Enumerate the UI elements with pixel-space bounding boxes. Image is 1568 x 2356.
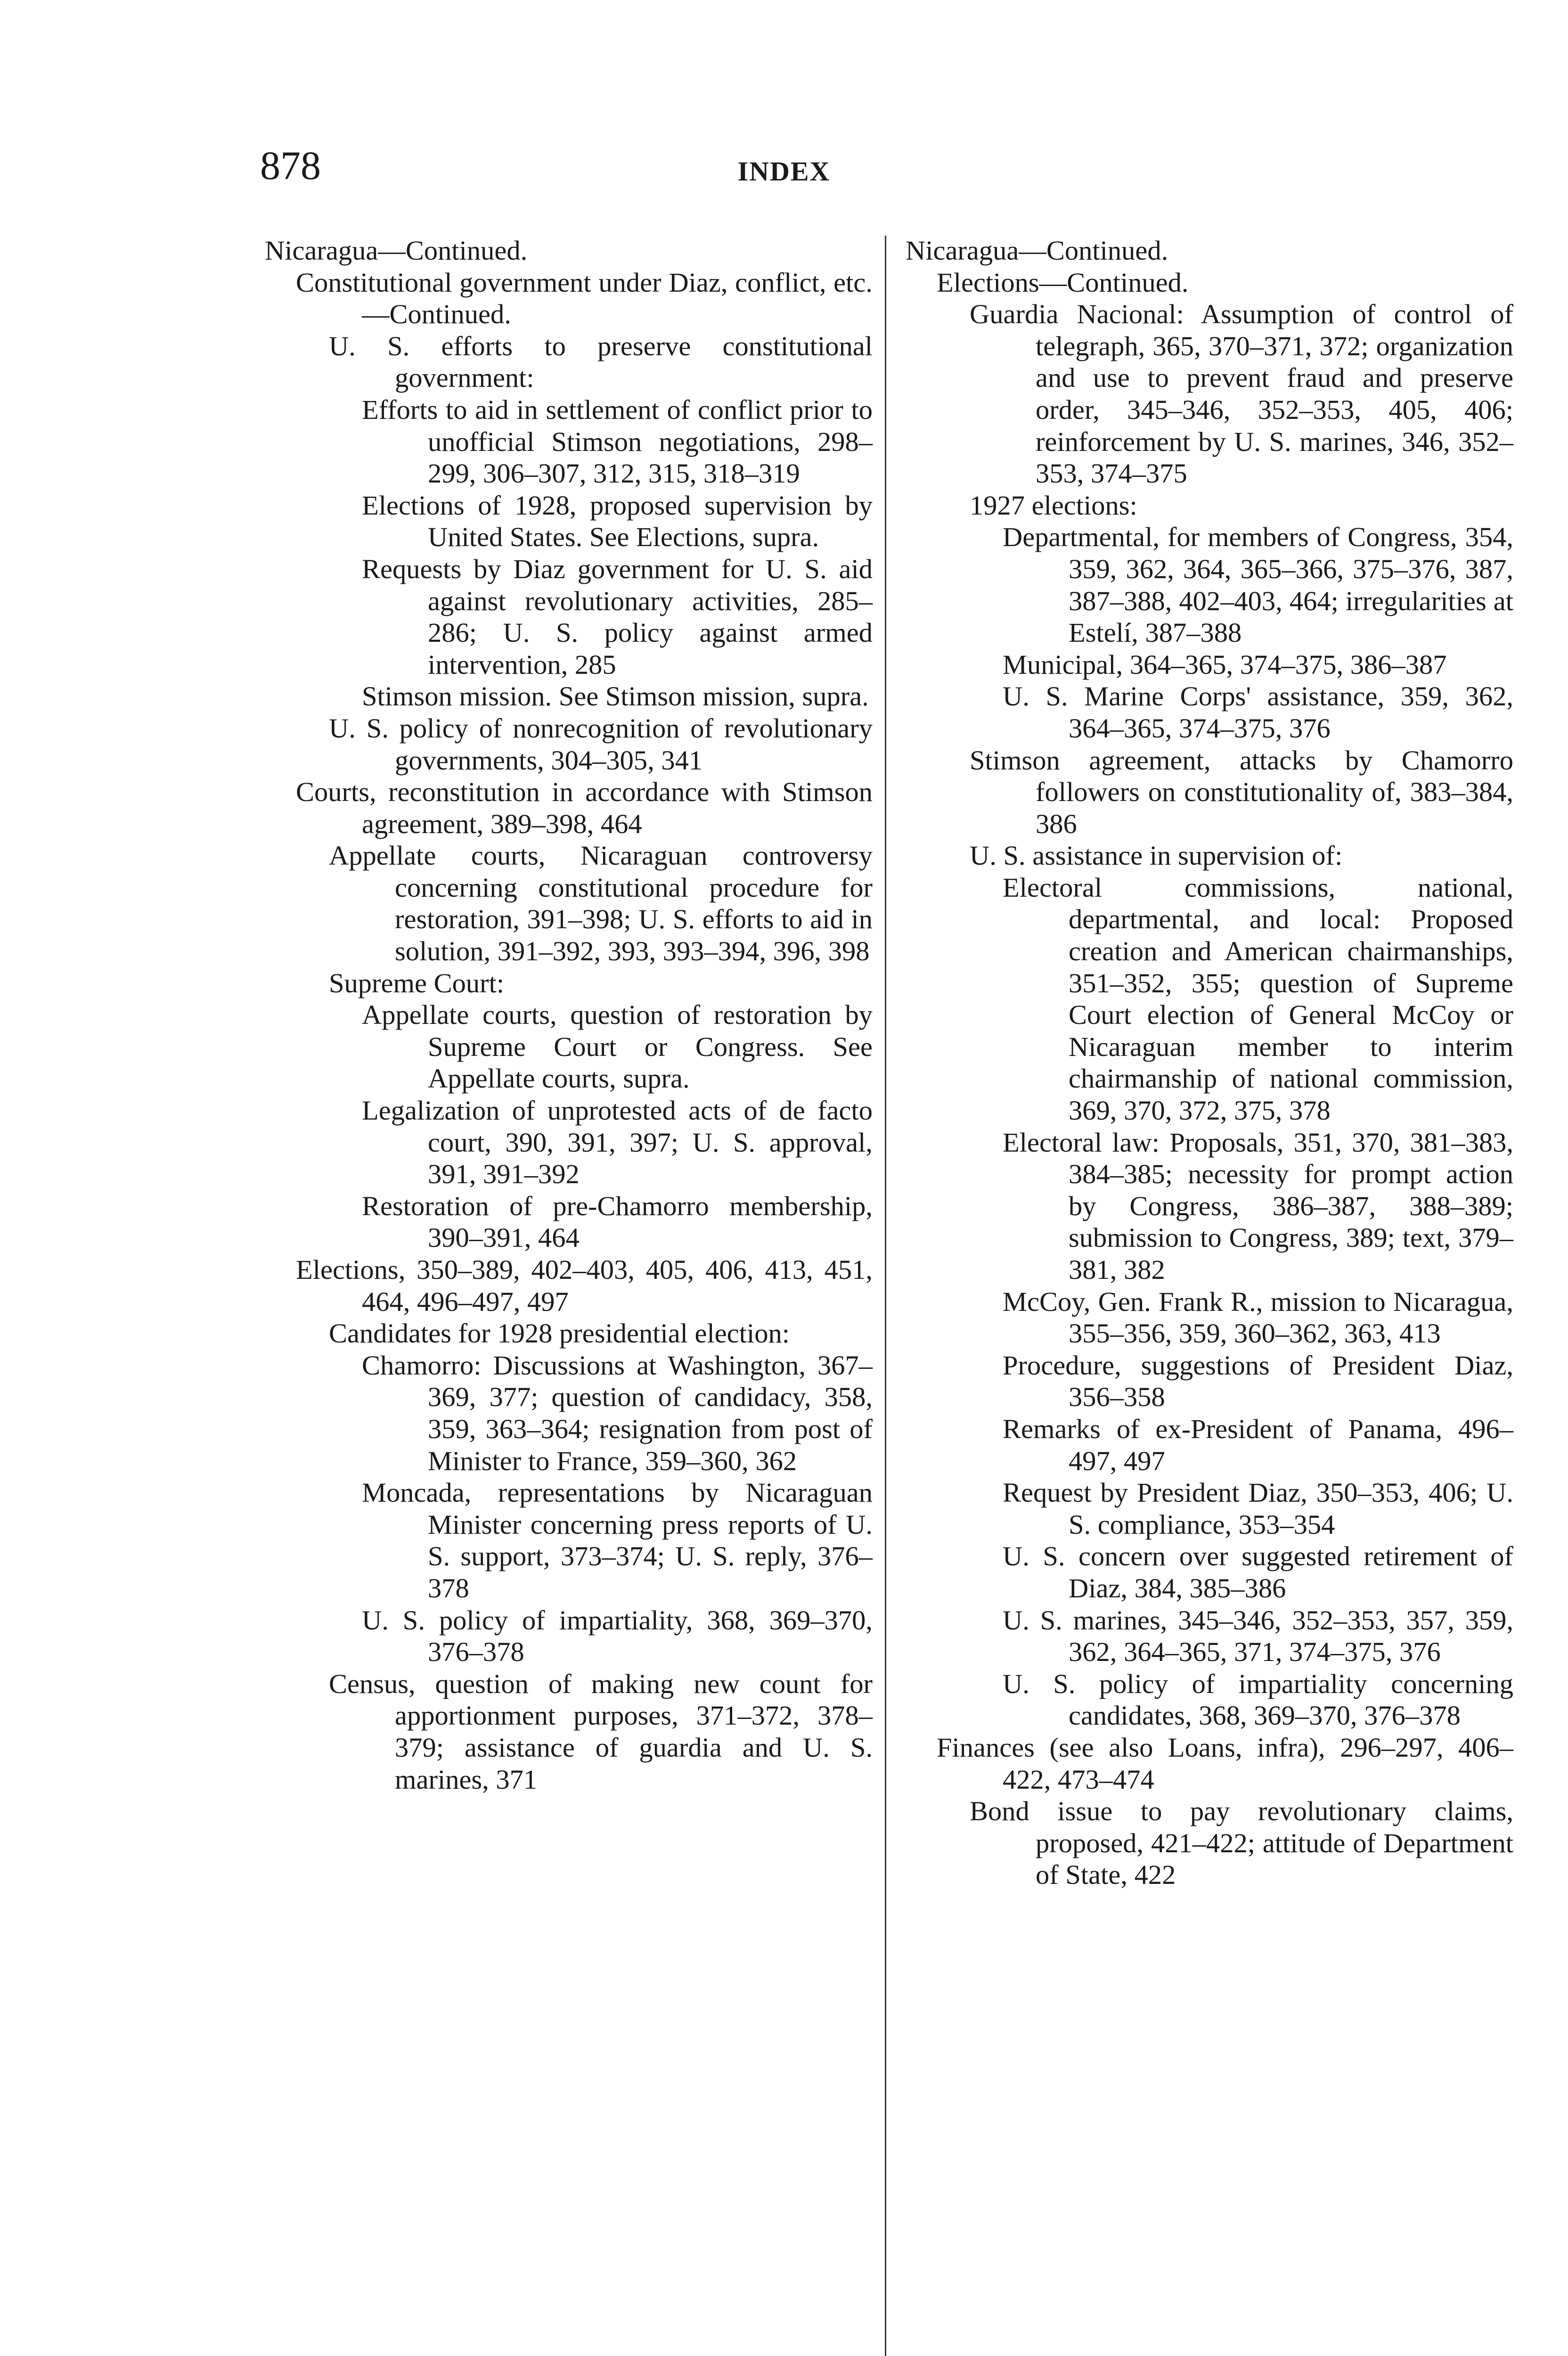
index-entry: Elections, 350–389, 402–403, 405, 406, 413, 451, 464, 496–497, 497 [296, 1254, 873, 1317]
index-entry: Candidates for 1928 presidential election: [329, 1318, 790, 1349]
index-entry: Courts, reconstitution in accordance with Stimson agreement, 389–398, 464 [296, 777, 873, 839]
column-divider [885, 236, 886, 2356]
index-entry: U. S. policy of impartiality concerning candidates, 368, 369–370, 376–378 [1003, 1668, 1513, 1731]
index-entry: Nicaragua—Continued. [265, 235, 528, 266]
index-entry: Bond issue to pay revolutionary claims, proposed, 421–422; attitude of Department of State, 422 [970, 1796, 1513, 1890]
index-entry: Elections of 1928, proposed supervision by United States. See Elections, supra. [362, 490, 873, 553]
index-entry: Electoral commissions, national, departmental, and local: Proposed creation and American chairmanships, 351–352, 355; question of Supreme Court election of General McCoy or Nicaraguan member to interim chairmanship of national commission, 369, 370, 372, 375, 378 [1003, 872, 1513, 1126]
index-entry: Procedure, suggestions of President Diaz, 356–358 [1003, 1350, 1513, 1413]
running-head: INDEX [737, 156, 831, 187]
index-entry: U. S. marines, 345–346, 352–353, 357, 359, 362, 364–365, 371, 374–375, 376 [1003, 1604, 1513, 1668]
index-entry: McCoy, Gen. Frank R., mission to Nicaragua, 355–356, 359, 360–362, 363, 413 [1003, 1286, 1513, 1349]
index-entry: Nicaragua—Continued. [906, 235, 1168, 266]
page-number: 878 [260, 143, 321, 188]
index-entry: Legalization of unprotested acts of de facto court, 390, 391, 397; U. S. approval, 391, 391–392 [362, 1095, 873, 1190]
index-entry: Moncada, representations by Nicaraguan Minister concerning press reports of U. S. support, 373–374; U. S. reply, 376–378 [362, 1477, 873, 1603]
index-entry: Municipal, 364–365, 374–375, 386–387 [1003, 649, 1447, 680]
index-column-right [906, 235, 1513, 1891]
index-entry: Appellate courts, question of restoration by Supreme Court or Congress. See Appellate courts, supra. [362, 999, 873, 1094]
index-entry: U. S. Marine Corps' assistance, 359, 362, 364–365, 374–375, 376 [1003, 681, 1513, 744]
index-entry: Chamorro: Discussions at Washington, 367–369, 377; question of candidacy, 358, 359, 363–364; resignation from post of Minister to France, 359–360, 362 [362, 1350, 873, 1476]
index-entry: Supreme Court: [329, 967, 505, 998]
index-entry: U. S. policy of impartiality, 368, 369–370, 376–378 [362, 1604, 873, 1668]
index-entry: Guardia Nacional: Assumption of control of telegraph, 365, 370–371, 372; organization and use to prevent fraud and preserve order, 345–346, 352–353, 405, 406; reinforcement by U. S. marines, 346, 352–353, 374–375 [970, 299, 1513, 489]
index-entry: Elections—Continued. [937, 267, 1189, 298]
index-entry: Electoral law: Proposals, 351, 370, 381–383, 384–385; necessity for prompt action by Congress, 386–387, 388–389; submission to Congress, 389; text, 379–381, 382 [1003, 1127, 1513, 1285]
index-entry: Appellate courts, Nicaraguan controversy concerning constitutional procedure for restoration, 391–398; U. S. efforts to aid in solution, 391–392, 393, 393–394, 396, 398 [329, 840, 873, 967]
index-entry: U. S. efforts to preserve constitutional government: [329, 330, 873, 393]
index-entry: Restoration of pre-Chamorro membership, 390–391, 464 [362, 1190, 873, 1253]
index-entry: Constitutional government under Diaz, conflict, etc.—Continued. [296, 267, 873, 330]
index-entry: Efforts to aid in settlement of conflict prior to unofficial Stimson negotiations, 298–299, 306–307, 312, 315, 318–319 [362, 394, 873, 489]
index-column-left [265, 235, 873, 1795]
index-entry: U. S. concern over suggested retirement of Diaz, 384, 385–386 [1003, 1541, 1513, 1603]
index-entry: Departmental, for members of Congress, 354, 359, 362, 364, 365–366, 375–376, 387, 387–388, 402–403, 464; irregularities at Estelí, 387–388 [1003, 522, 1513, 648]
index-entry: Stimson agreement, attacks by Chamorro followers on constitutionality of, 383–384, 386 [970, 744, 1513, 839]
index-entry: U. S. policy of nonrecognition of revolutionary governments, 304–305, 341 [329, 712, 873, 776]
index-entry: Remarks of ex-President of Panama, 496–497, 497 [1003, 1413, 1513, 1476]
index-entry: 1927 elections: [970, 490, 1137, 521]
index-entry: Request by President Diaz, 350–353, 406; U. S. compliance, 353–354 [1003, 1477, 1513, 1540]
index-entry: U. S. assistance in supervision of: [970, 840, 1343, 871]
index-entry: Finances (see also Loans, infra), 296–297, 406–422, 473–474 [937, 1732, 1513, 1795]
index-entry: Census, question of making new count for apportionment purposes, 371–372, 378–379; assistance of guardia and U. S. marines, 371 [329, 1668, 873, 1795]
index-entry: Requests by Diaz government for U. S. aid against revolutionary activities, 285–286; U. S. policy against armed intervention, 285 [362, 553, 873, 680]
index-entry: Stimson mission. See Stimson mission, supra. [362, 681, 869, 712]
